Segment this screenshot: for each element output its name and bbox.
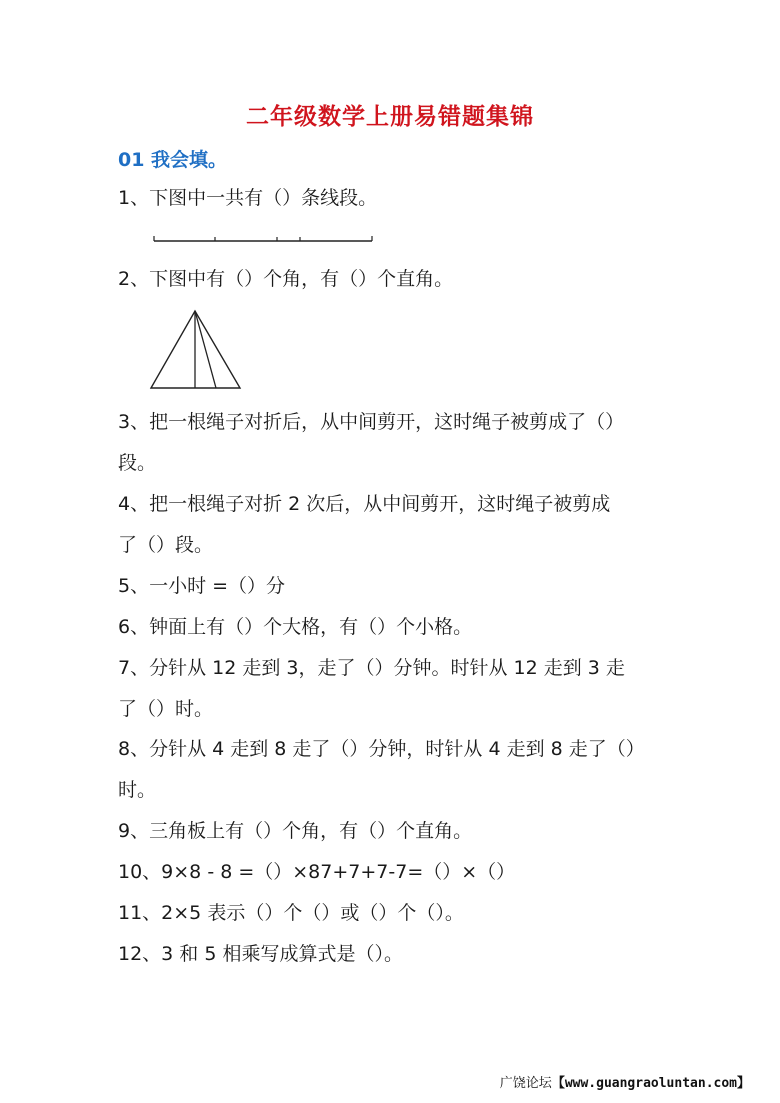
question-8-line-2: 时。 bbox=[118, 779, 157, 801]
question-8-line-1: 8、分针从 4 走到 8 走了（）分钟，时针从 4 走到 8 走了（） bbox=[118, 738, 645, 760]
question-5: 5、一小时 =（）分 bbox=[118, 575, 286, 597]
page-title: 二年级数学上册易错题集锦 bbox=[246, 104, 534, 130]
question-10: 10、9×8 - 8 =（）×87+7+7-7=（）×（） bbox=[118, 861, 516, 883]
question-7-line-2: 了（）时。 bbox=[118, 698, 214, 720]
question-9: 9、三角板上有（）个角，有（）个直角。 bbox=[118, 820, 473, 842]
footer-url[interactable]: 【www.guangraoluntan.com】 bbox=[551, 1076, 750, 1091]
question-3-line-2: 段。 bbox=[118, 452, 157, 474]
question-4-line-2: 了（）段。 bbox=[118, 534, 214, 556]
question-6: 6、钟面上有（）个大格，有（）个小格。 bbox=[118, 616, 473, 638]
question-2: 2、下图中有（）个角，有（）个直角。 bbox=[118, 268, 454, 290]
section-heading: 01 我会填。 bbox=[118, 149, 228, 171]
footer-site-name: 广饶论坛 bbox=[499, 1076, 552, 1091]
question-1: 1、下图中一共有（）条线段。 bbox=[118, 187, 378, 209]
page-footer bbox=[500, 1072, 750, 1091]
triangle-angle-figure bbox=[148, 308, 244, 392]
question-11: 11、2×5 表示（）个（）或（）个（）。 bbox=[118, 902, 464, 924]
line-segment-figure bbox=[150, 228, 376, 244]
question-7-line-1: 7、分针从 12 走到 3，走了（）分钟。时针从 12 走到 3 走 bbox=[118, 657, 625, 679]
question-3-line-1: 3、把一根绳子对折后，从中间剪开，这时绳子被剪成了（） bbox=[118, 411, 625, 433]
question-4-line-1: 4、把一根绳子对折 2 次后，从中间剪开，这时绳子被剪成 bbox=[118, 493, 611, 515]
question-12: 12、3 和 5 相乘写成算式是（）。 bbox=[118, 943, 403, 965]
